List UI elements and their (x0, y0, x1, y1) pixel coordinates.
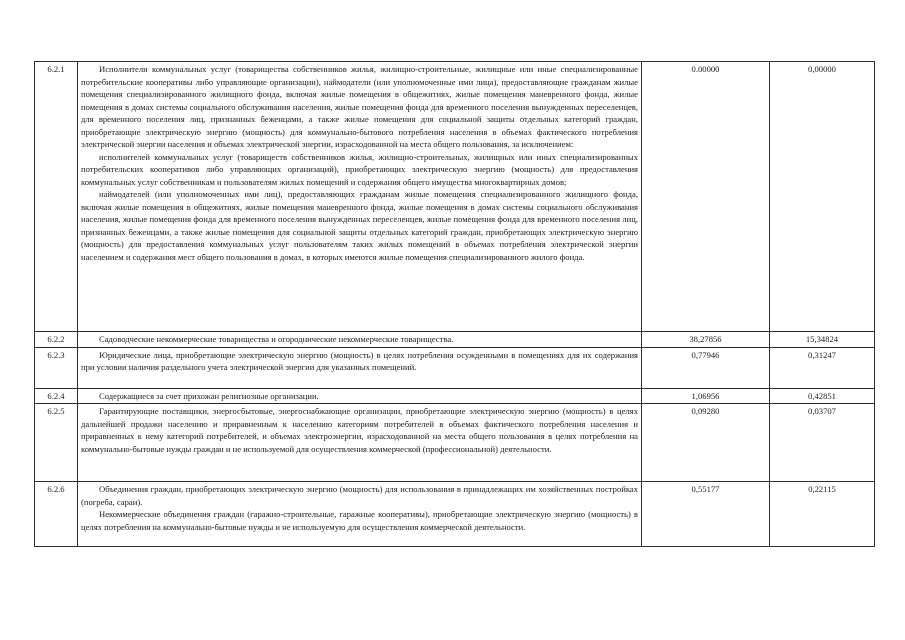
tariff-value-1: 0.00000 (642, 62, 770, 332)
table-row (35, 62, 875, 332)
description-paragraph: Исполнители коммунальных услуг (товарищества собственников жилья, жилищно-строительные, жилищные или иные специализированные потребительские кооперативы либо управляющие организации), наймодатели (или уполномоченные ими лица), предоставляющие гражданам жилые помещения специализированного жилищного фонда, включая жилые помещения в общежитиях, жилые помещения маневренного фонда, жилые помещения в домах системы социального обслуживания населения, жилые помещения фонда для временного поселения вынужденных переселенцев, для временного поселения лиц, признанных беженцами, а также жилые помещения для социальной защиты отдельных категорий граждан, приобретающие электрическую энергию (мощность) для коммунально-бытового потребления населения в объемах фактического потребления электрической энергии населения и объемах электрической энергии, израсходованной на места общего пользования, за исключением: (81, 64, 638, 149)
row-description (78, 347, 642, 388)
tariff-value-2: 0,22115 (770, 482, 875, 547)
tariff-value-1: 0,77946 (642, 347, 770, 388)
tariff-table (34, 61, 875, 547)
row-number: 6.2.1 (35, 62, 78, 332)
description-paragraph: Гарантирующие поставщики, энергосбытовые, энергоснабжающие организации, приобретающие электрическую энергию (мощность) в целях дальнейшей продажи населению и приравненным к населению категориям потребителей в объемах фактического потребления населения и приравненных к нему категорий потребителей, и объемах электроэнергии, израсходованной на места общего пользования в целях потребления на коммунально-бытовые нужды граждан и не используемой для осуществления коммерческой (профессиональной) деятельности. (81, 406, 638, 454)
description-paragraph: Содержащиеся за счет прихожан религиозные организации. (99, 390, 319, 401)
row-description (78, 332, 642, 348)
table-row (35, 388, 875, 404)
description-paragraph: Некоммерческие объединения граждан (гаражно-строительные, гаражные кооперативы), приобретающие электрическую энергию (мощность) в целях потребления на коммунально-бытовые нужды и не используемую для осуществления коммерческой деятельности. (81, 509, 638, 532)
row-description (78, 482, 642, 547)
description-paragraph: Юридические лица, приобретающие электрическую энергию (мощность) в целях потребления осужденными в помещениях для их содержания при условии наличия раздельного учета электрической энергии для указанных помещений. (81, 349, 638, 372)
row-number: 6.2.4 (35, 388, 78, 404)
row-number: 6.2.2 (35, 332, 78, 348)
table-row (35, 482, 875, 547)
tariff-value-1: 1,06956 (642, 388, 770, 404)
description-paragraph: наймодателей (или уполномоченных ими лиц), предоставляющих гражданам жилые помещения специализированного жилищного фонда, включая жилые помещения в общежитиях, жилые помещения маневренного фонда, жилые помещения в домах системы социального обслуживания населения, жилые помещения фонда для временного поселения вынужденных переселенцев, жилые помещения фонда для временного поселения лиц, признанных беженцами, а также жилые помещения для социальной защиты отдельных категорий граждан, приобретающих электрическую энергию (мощность) для предоставления коммунальных услуг пользователям таких жилых помещений в объемах потребления электрической энергии населением и содержания мест общего пользования в домах, в которых имеются жилые помещения специализированного жилого фонда. (81, 189, 638, 262)
tariff-value-1: 0,09280 (642, 404, 770, 482)
tariff-value-2: 0,03707 (770, 404, 875, 482)
tariff-value-2: 0,42851 (770, 388, 875, 404)
tariff-table-page (34, 61, 874, 547)
tariff-value-2: 0,00000 (770, 62, 875, 332)
row-number: 6.2.5 (35, 404, 78, 482)
row-description (78, 62, 642, 332)
tariff-value-1: 0,55177 (642, 482, 770, 547)
description-paragraph: исполнителей коммунальных услуг (товариществ собственников жилья, жилищно-строительных, жилищных или иных специализированных потребительских кооперативов либо управляющих организаций), приобретающих электрическую энергию (мощность) для предоставления коммунальных услуг собственникам и пользователям жилых помещений и содержания общего имущества многоквартирных домов; (81, 151, 638, 187)
description-paragraph: Объединения граждан, приобретающих электрическую энергию (мощность) для использования в принадлежащих им хозяйственных постройках (погреба, сараи). (81, 484, 638, 507)
description-paragraph: Садоводческие некоммерческие товарищества и огороднические некоммерческие товарищества. (99, 334, 454, 344)
tariff-value-2: 15,34824 (770, 332, 875, 348)
tariff-value-2: 0,31247 (770, 347, 875, 388)
row-description (78, 388, 642, 404)
tariff-value-1: 38,27856 (642, 332, 770, 348)
row-description (78, 404, 642, 482)
table-row (35, 332, 875, 348)
table-row (35, 347, 875, 388)
row-number: 6.2.6 (35, 482, 78, 547)
table-row (35, 404, 875, 482)
row-number: 6.2.3 (35, 347, 78, 388)
